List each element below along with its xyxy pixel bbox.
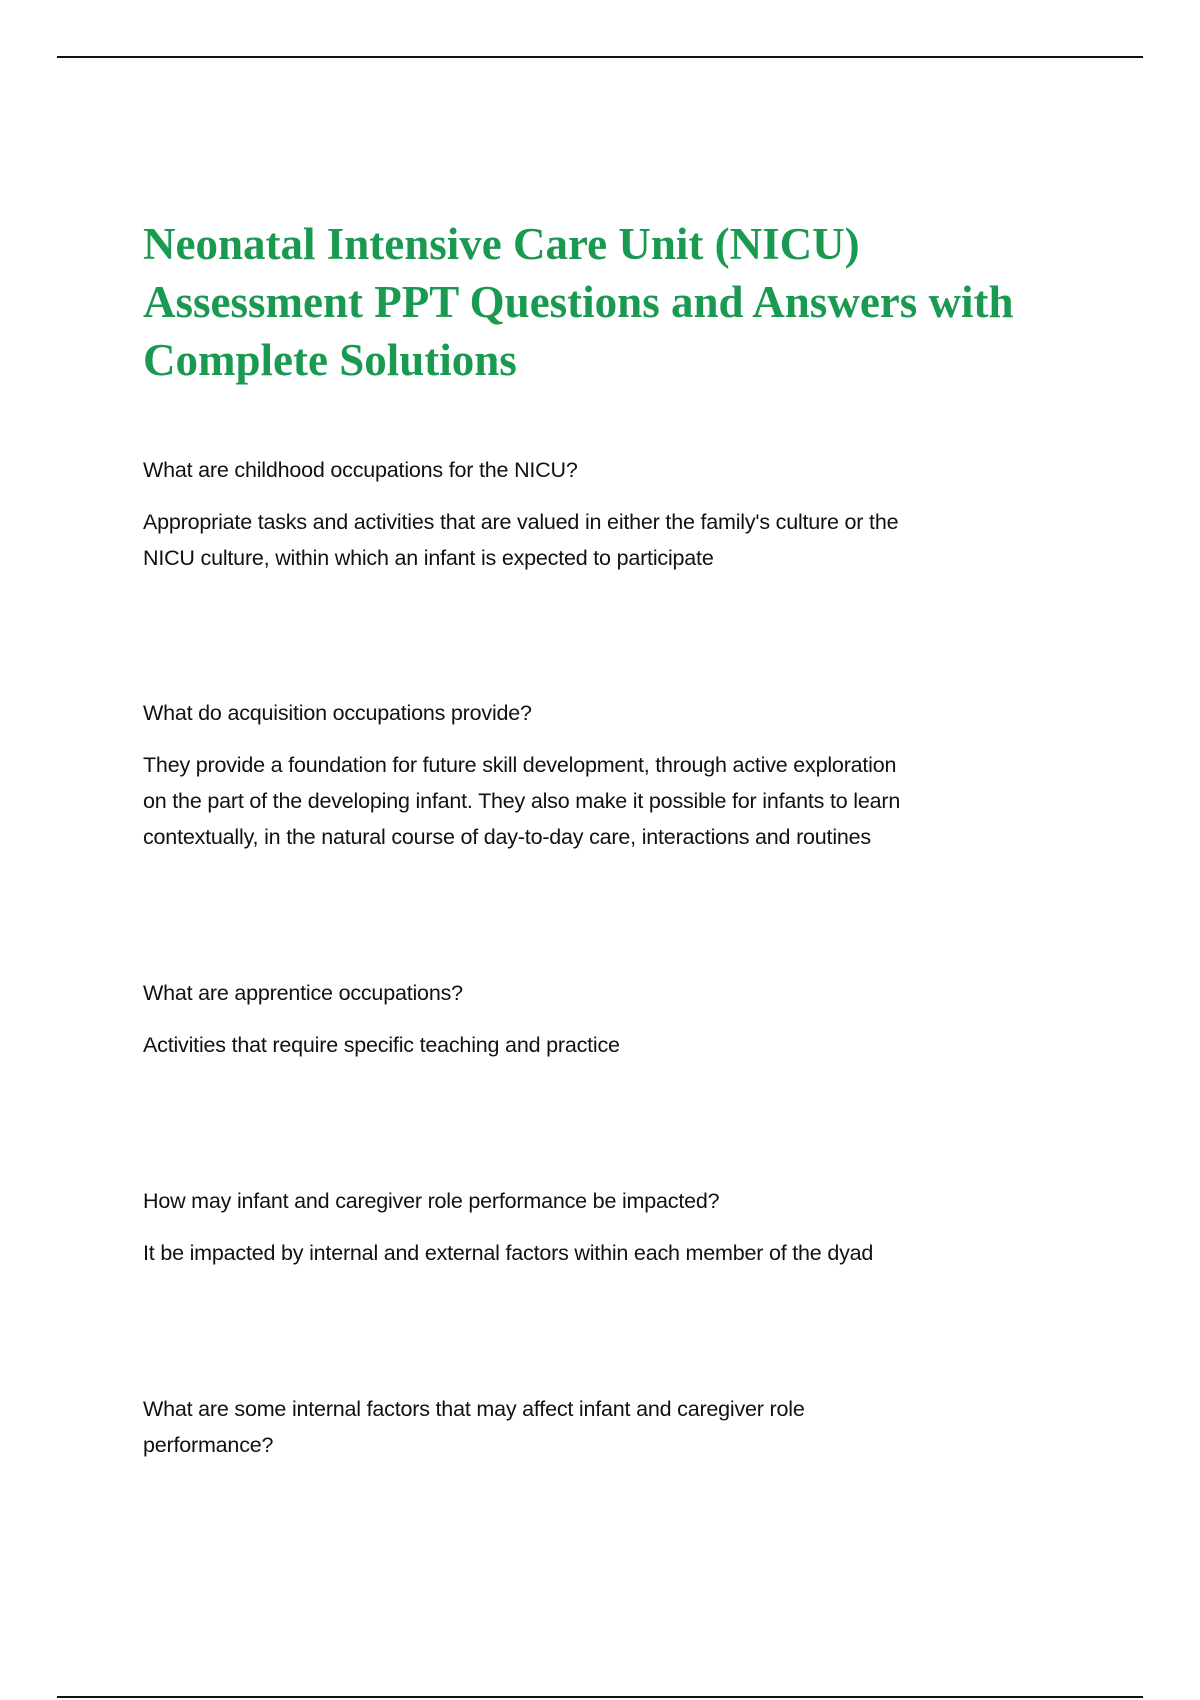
top-rule bbox=[57, 56, 1143, 58]
answer bbox=[143, 747, 900, 855]
document-title bbox=[143, 215, 1014, 389]
answer-line: NICU culture, within which an infant is expected to participate bbox=[143, 546, 714, 570]
qa-item-3 bbox=[143, 975, 620, 1063]
question: performance? bbox=[143, 1433, 274, 1457]
question: What are some internal factors that may affect infant and caregiver role bbox=[143, 1397, 805, 1421]
title-line: Neonatal Intensive Care Unit (NICU) bbox=[143, 219, 860, 269]
question: What do acquisition occupations provide? bbox=[143, 701, 532, 725]
answer-line: Appropriate tasks and activities that are valued in either the family's culture or the bbox=[143, 510, 899, 534]
answer-line: Activities that require specific teaching and practice bbox=[143, 1033, 620, 1057]
answer-line: It be impacted by internal and external factors within each member of the dyad bbox=[143, 1241, 874, 1265]
answer bbox=[143, 504, 898, 576]
question: How may infant and caregiver role performance be impacted? bbox=[143, 1189, 720, 1213]
question: What are childhood occupations for the NICU? bbox=[143, 458, 578, 482]
title-line: Assessment PPT Questions and Answers with bbox=[143, 277, 1014, 327]
qa-item-4 bbox=[143, 1183, 873, 1271]
question: What are apprentice occupations? bbox=[143, 981, 463, 1005]
answer-line: contextually, in the natural course of day-to-day care, interactions and routines bbox=[143, 825, 871, 849]
qa-item-5 bbox=[143, 1391, 805, 1463]
bottom-rule bbox=[57, 1696, 1143, 1698]
title-line: Complete Solutions bbox=[143, 335, 517, 385]
answer-line: on the part of the developing infant. They also make it possible for infants to learn bbox=[143, 789, 901, 813]
answer bbox=[143, 1027, 620, 1063]
qa-item-1 bbox=[143, 452, 898, 576]
answer bbox=[143, 1235, 873, 1271]
answer-line: They provide a foundation for future skill development, through active exploration bbox=[143, 753, 897, 777]
qa-item-2 bbox=[143, 695, 900, 855]
